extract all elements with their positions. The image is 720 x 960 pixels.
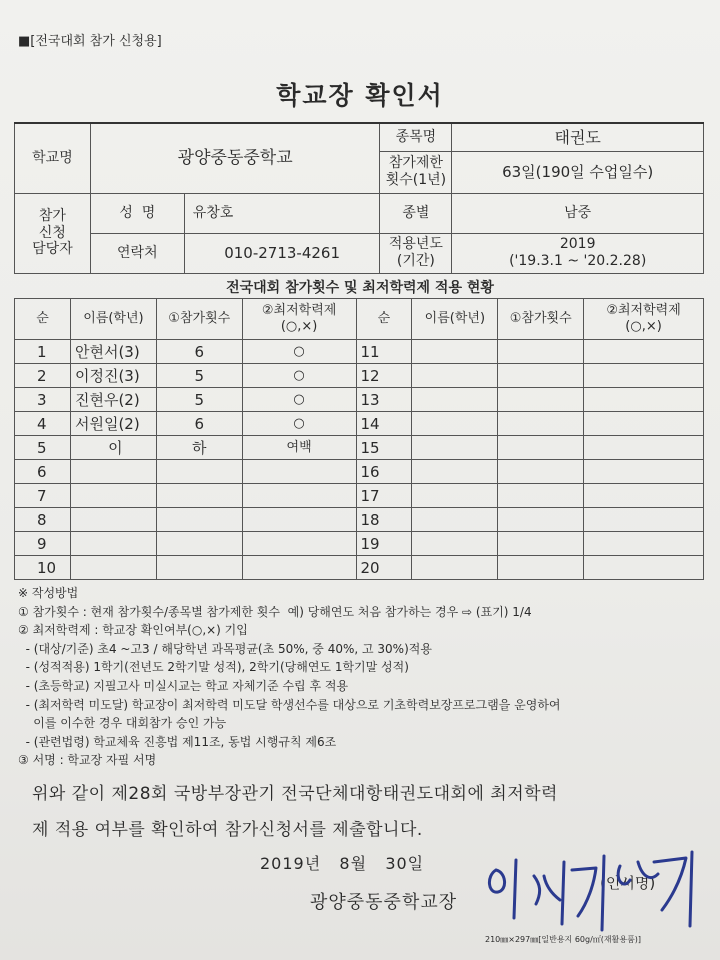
row-name-right bbox=[412, 460, 498, 484]
row-no-left: 10 bbox=[15, 556, 71, 580]
instruction-line: ※ 작성방법 bbox=[18, 586, 79, 600]
row-no-right: 19 bbox=[356, 532, 412, 556]
school-label: 학교명 bbox=[15, 123, 91, 193]
row-no-right: 14 bbox=[356, 412, 412, 436]
declaration-line1: 위와 같이 제28회 국방부장관기 전국단체대항태권도대회에 최저학력 bbox=[32, 784, 558, 804]
school-name: 광양중동중학교 bbox=[90, 123, 380, 193]
row-count-right bbox=[498, 556, 584, 580]
instruction-line: - (최저학력 미도달) 학교장이 최저학력 미도달 학생선수를 대상으로 기초학력보장프로그램을 운영하여 bbox=[18, 697, 561, 712]
section-title: 전국대회 참가횟수 및 최저학력제 적용 현황 bbox=[226, 280, 494, 296]
name-label: 성 명 bbox=[90, 193, 184, 233]
row-count-left: 하 bbox=[156, 436, 242, 460]
row-minimum-right bbox=[584, 508, 704, 532]
row-no-right: 12 bbox=[356, 364, 412, 388]
instruction-line: - (성적적용) 1학기(전년도 2학기말 성적), 2학기(당해연도 1학기말 성적) bbox=[18, 660, 409, 675]
table-row bbox=[15, 388, 704, 412]
row-name-left: 이 bbox=[70, 436, 156, 460]
row-name-left bbox=[70, 484, 156, 508]
row-minimum-right bbox=[584, 484, 704, 508]
row-count-right bbox=[498, 388, 584, 412]
row-no-left: 9 bbox=[15, 532, 71, 556]
row-no-left: 6 bbox=[15, 460, 71, 484]
row-no-right: 13 bbox=[356, 388, 412, 412]
header-minimum-right-line2: (○,×) bbox=[625, 319, 662, 334]
row-count-left bbox=[156, 460, 242, 484]
row-no-left: 3 bbox=[15, 388, 71, 412]
row-minimum-left bbox=[242, 484, 356, 508]
instruction-line: 이를 이수한 경우 대회참가 승인 가능 bbox=[18, 716, 227, 731]
limit-label bbox=[380, 151, 452, 193]
name-value: 유창호 bbox=[184, 193, 380, 233]
table-row bbox=[15, 340, 704, 364]
row-count-right bbox=[498, 340, 584, 364]
limit-label-line1: 참가제한 bbox=[388, 155, 443, 172]
row-name-right bbox=[412, 436, 498, 460]
row-minimum-right bbox=[584, 436, 704, 460]
declaration bbox=[32, 776, 558, 848]
instruction-line: ③ 서명 : 학교장 자필 서명 bbox=[18, 753, 157, 768]
row-minimum-left: ○ bbox=[242, 388, 356, 412]
table-row bbox=[15, 532, 704, 556]
row-name-right bbox=[412, 340, 498, 364]
row-no-right: 18 bbox=[356, 508, 412, 532]
row-minimum-right bbox=[584, 412, 704, 436]
row-no-left: 2 bbox=[15, 364, 71, 388]
instruction-line: - (대상/기준) 초4 ~고3 / 해당학년 과목평균(초 50%, 중 40%, 고 30%)적용 bbox=[18, 641, 432, 656]
category-value: 남중 bbox=[452, 193, 704, 233]
table-row bbox=[15, 412, 704, 436]
row-count-left: 5 bbox=[156, 364, 242, 388]
row-name-left: 진현우(2) bbox=[70, 388, 156, 412]
category-label: 종별 bbox=[380, 193, 452, 233]
year-label-line2: (기간) bbox=[396, 253, 435, 269]
year-value-line2: ('19.3.1 ~ '20.2.28) bbox=[509, 253, 647, 269]
row-no-right: 20 bbox=[356, 556, 412, 580]
row-name-right bbox=[412, 556, 498, 580]
row-no-left: 7 bbox=[15, 484, 71, 508]
row-no-right: 11 bbox=[356, 340, 412, 364]
row-name-left bbox=[70, 508, 156, 532]
row-no-left: 8 bbox=[15, 508, 71, 532]
row-minimum-left bbox=[242, 556, 356, 580]
sign-date: 2019년 8월 30일 bbox=[260, 854, 425, 873]
document-title: 학교장 확인서 bbox=[276, 81, 444, 110]
applicant-info-table bbox=[14, 122, 704, 274]
row-count-left bbox=[156, 556, 242, 580]
row-count-right bbox=[498, 532, 584, 556]
row-name-left bbox=[70, 460, 156, 484]
row-no-left: 5 bbox=[15, 436, 71, 460]
handwritten-signature bbox=[478, 846, 708, 936]
event-label: 종목명 bbox=[380, 123, 452, 151]
year-label bbox=[380, 233, 452, 273]
row-name-right bbox=[412, 484, 498, 508]
row-no-left: 1 bbox=[15, 340, 71, 364]
row-minimum-left bbox=[242, 532, 356, 556]
header-no-left: 순 bbox=[15, 299, 71, 340]
row-count-left: 6 bbox=[156, 340, 242, 364]
principal-title: 광양중동중학교장 bbox=[310, 892, 458, 913]
row-count-right bbox=[498, 436, 584, 460]
instruction-line: ① 참가횟수 : 현재 참가횟수/종목별 참가제한 횟수 예) 당해연도 처음 참가하는 경우 ⇨ (표기) 1/4 bbox=[18, 604, 532, 619]
row-minimum-left: ○ bbox=[242, 412, 356, 436]
header-name-left: 이름(학년) bbox=[70, 299, 156, 340]
limit-value: 63일(190일 수업일수) bbox=[452, 151, 704, 193]
row-name-right bbox=[412, 508, 498, 532]
row-minimum-right bbox=[584, 460, 704, 484]
row-minimum-left bbox=[242, 508, 356, 532]
instruction-line: ② 최저학력제 : 학교장 확인여부(○,×) 기입 bbox=[18, 623, 248, 638]
row-minimum-left: 여백 bbox=[242, 436, 356, 460]
contact-label bbox=[15, 193, 91, 273]
row-minimum-left: ○ bbox=[242, 364, 356, 388]
contact-label-line2: 신청 bbox=[38, 224, 66, 241]
participation-table bbox=[14, 298, 704, 580]
row-minimum-right bbox=[584, 340, 704, 364]
row-name-right bbox=[412, 532, 498, 556]
row-count-right bbox=[498, 508, 584, 532]
row-count-left bbox=[156, 508, 242, 532]
row-name-left: 서원일(2) bbox=[70, 412, 156, 436]
row-count-left: 6 bbox=[156, 412, 242, 436]
row-count-right bbox=[498, 412, 584, 436]
table-row bbox=[15, 556, 704, 580]
instruction-line: - (초등학교) 지필고사 미실시교는 학교 자체기준 수립 후 적용 bbox=[18, 678, 349, 693]
year-value bbox=[452, 233, 704, 273]
table-row bbox=[15, 484, 704, 508]
header-minimum-left-line2: (○,×) bbox=[280, 319, 318, 334]
row-count-right bbox=[498, 364, 584, 388]
header-minimum-left-line1: ②최저학력제 bbox=[261, 303, 337, 319]
row-name-right bbox=[412, 364, 498, 388]
header-minimum-left bbox=[242, 299, 356, 340]
row-no-right: 17 bbox=[356, 484, 412, 508]
row-name-right bbox=[412, 412, 498, 436]
limit-label-line2: 횟수(1년) bbox=[385, 172, 447, 188]
instructions bbox=[18, 584, 708, 770]
row-count-left bbox=[156, 532, 242, 556]
year-label-line1: 적용년도 bbox=[388, 236, 443, 253]
row-name-left: 이정진(3) bbox=[70, 364, 156, 388]
row-name-left bbox=[70, 532, 156, 556]
row-no-left: 4 bbox=[15, 412, 71, 436]
phone-label: 연락처 bbox=[90, 233, 184, 273]
header-name-right: 이름(학년) bbox=[412, 299, 498, 340]
row-minimum-left bbox=[242, 460, 356, 484]
header-minimum-right bbox=[584, 299, 704, 340]
row-no-right: 15 bbox=[356, 436, 412, 460]
phone-value: 010-2713-4261 bbox=[184, 233, 380, 273]
row-minimum-right bbox=[584, 532, 704, 556]
header-no-right: 순 bbox=[356, 299, 412, 340]
paper-spec-footer: 210㎜×297㎜[일반용지 60g/㎡(재활용품)] bbox=[485, 935, 642, 944]
row-count-right bbox=[498, 484, 584, 508]
row-minimum-right bbox=[584, 364, 704, 388]
event-value: 태권도 bbox=[452, 123, 704, 151]
contact-label-line3: 담당자 bbox=[32, 241, 73, 258]
row-name-left: 안현서(3) bbox=[70, 340, 156, 364]
row-no-right: 16 bbox=[356, 460, 412, 484]
row-minimum-right bbox=[584, 556, 704, 580]
declaration-line2: 제 적용 여부를 확인하여 참가신청서를 제출합니다. bbox=[32, 820, 423, 840]
table-row bbox=[15, 508, 704, 532]
header-minimum-right-line1: ②최저학력제 bbox=[606, 303, 681, 319]
row-count-left bbox=[156, 484, 242, 508]
header-count-right: ①참가횟수 bbox=[498, 299, 584, 340]
table-row bbox=[15, 460, 704, 484]
header-count-left: ①참가횟수 bbox=[156, 299, 242, 340]
row-count-right bbox=[498, 460, 584, 484]
row-minimum-left: ○ bbox=[242, 340, 356, 364]
row-name-left bbox=[70, 556, 156, 580]
row-name-right bbox=[412, 388, 498, 412]
contact-label-line1: 참가 bbox=[38, 207, 66, 224]
row-minimum-right bbox=[584, 388, 704, 412]
form-type-tag: ■[전국대회 참가 신청용] bbox=[18, 34, 162, 49]
instruction-line: - (관련법령) 학교체육 진흥법 제11조, 동법 시행규칙 제6조 bbox=[18, 734, 337, 749]
seal-mark: (인서명) bbox=[600, 874, 656, 892]
table-row bbox=[15, 436, 704, 460]
year-value-line1: 2019 bbox=[559, 236, 596, 253]
table-row bbox=[15, 364, 704, 388]
row-count-left: 5 bbox=[156, 388, 242, 412]
